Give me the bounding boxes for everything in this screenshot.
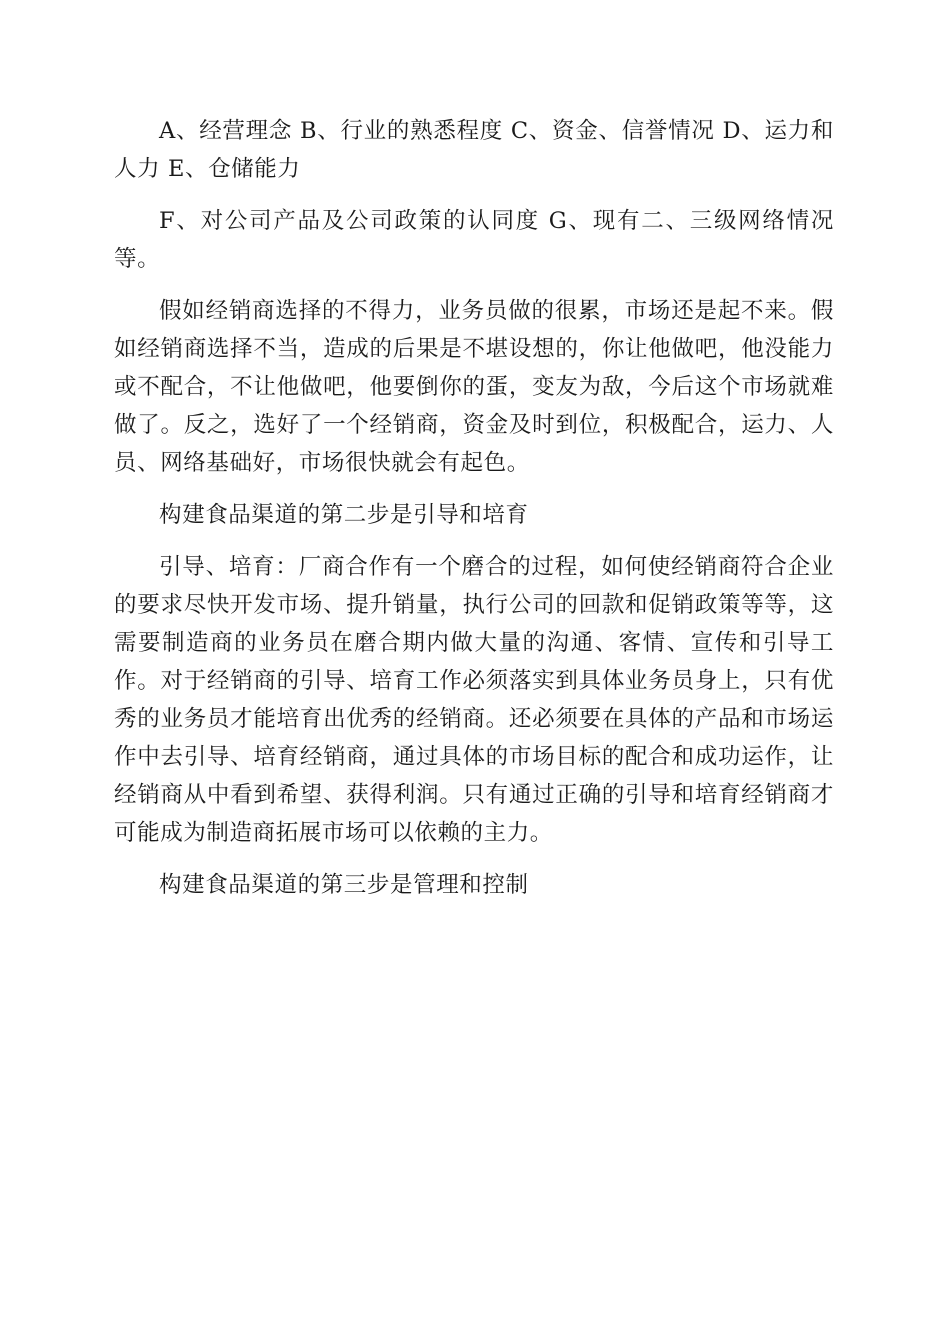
criteria-list-part-1: A、经营理念 B、行业的熟悉程度 C、资金、信誉情况 D、运力和人力 E、仓储能力 [114, 118, 834, 182]
document-body [114, 112, 834, 918]
step-two-heading: 构建食品渠道的第二步是引导和培育 [159, 502, 529, 528]
step-three-heading: 构建食品渠道的第三步是管理和控制 [159, 872, 529, 898]
guidance-cultivation-paragraph: 引导、培育：厂商合作有一个磨合的过程，如何使经销商符合企业的要求尽快开发市场、提升销量，执行公司的回款和促销政策等等，这需要制造商的业务员在磨合期内做大量的沟通、客情、宣传和引导工作。对于经销商的引导、培育工作必须落实到具体业务员身上，只有优秀的业务员才能培育出优秀的经销商。还必须要在具体的产品和市场运作中去引导、培育经销商，通过具体的市场目标的配合和成功运作，让经销商从中看到希望、获得利润。只有通过正确的引导和培育经销商才可能成为制造商拓展市场可以依赖的主力。 [114, 554, 834, 846]
criteria-list-part-2: F、对公司产品及公司政策的认同度 G、现有二、三级网络情况等。 [114, 208, 834, 272]
dealer-selection-paragraph: 假如经销商选择的不得力，业务员做的很累，市场还是起不来。假如经销商选择不当，造成的后果是不堪设想的，你让他做吧，他没能力或不配合，不让他做吧，他要倒你的蛋，变友为敌，今后这个市场就难做了。反之，选好了一个经销商，资金及时到位，积极配合，运力、人员、网络基础好，市场很快就会有起色。 [114, 298, 834, 476]
